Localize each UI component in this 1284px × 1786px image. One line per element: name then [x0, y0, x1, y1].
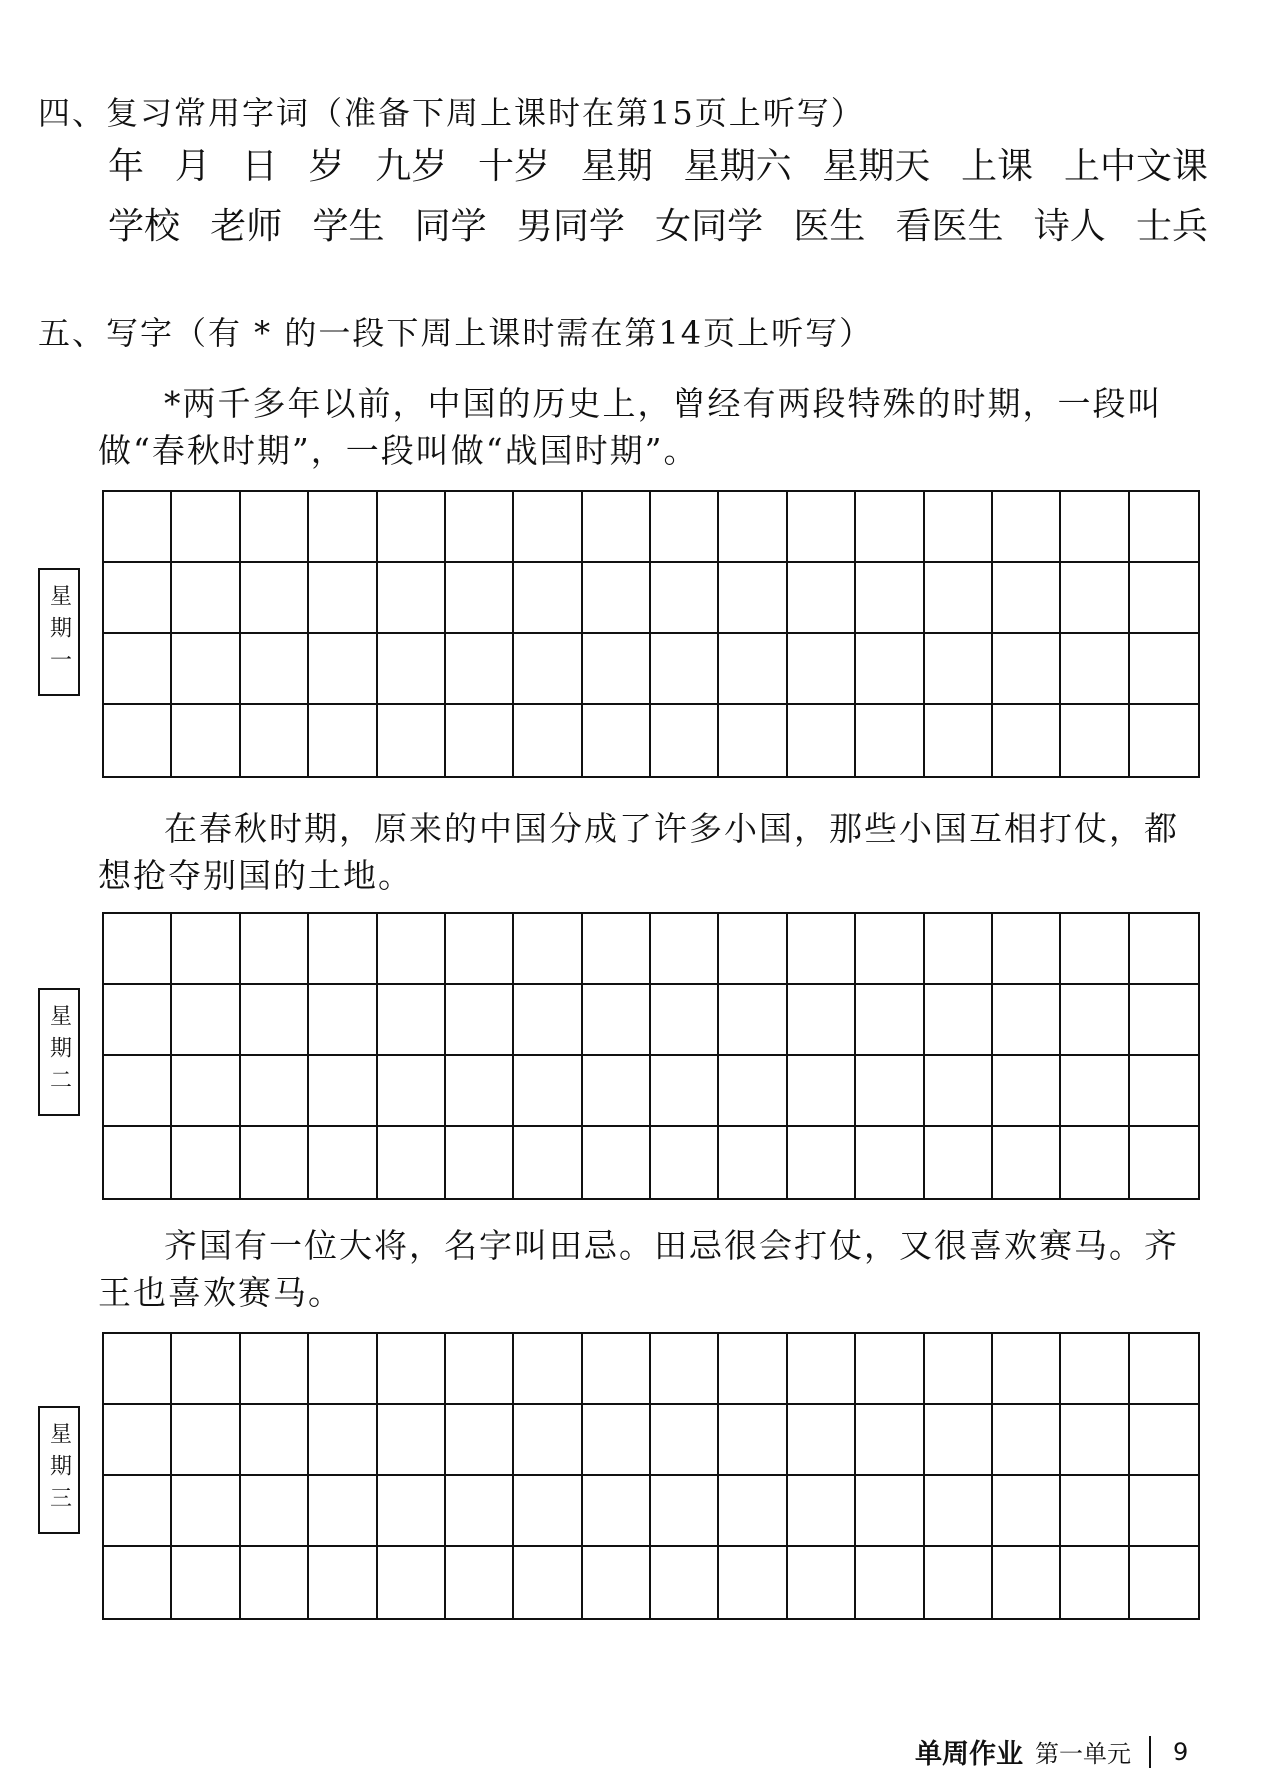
grid-cell[interactable] [241, 492, 309, 563]
grid-cell[interactable] [583, 1547, 651, 1618]
grid-cell[interactable] [309, 985, 377, 1056]
grid-cell[interactable] [651, 1127, 719, 1198]
grid-cell[interactable] [104, 1334, 172, 1405]
vocab-word: 老师 [210, 206, 283, 247]
grid-cell[interactable] [378, 705, 446, 776]
grid-cell[interactable] [378, 1476, 446, 1547]
grid-cell[interactable] [446, 634, 514, 705]
vocab-word: 岁 [308, 146, 345, 187]
grid-cell[interactable] [172, 1334, 240, 1405]
grid-cell[interactable] [856, 1476, 924, 1547]
grid-cell[interactable] [719, 492, 787, 563]
grid-cell[interactable] [583, 1334, 651, 1405]
grid-cell[interactable] [925, 563, 993, 634]
grid-cell[interactable] [583, 492, 651, 563]
grid-cell[interactable] [651, 1476, 719, 1547]
grid-cell[interactable] [514, 1334, 582, 1405]
grid-cell[interactable] [651, 985, 719, 1056]
grid-cell[interactable] [378, 1405, 446, 1476]
grid-cell[interactable] [856, 914, 924, 985]
grid-cell[interactable] [241, 634, 309, 705]
grid-cell[interactable] [514, 1476, 582, 1547]
grid-cell[interactable] [309, 1334, 377, 1405]
grid-cell[interactable] [719, 985, 787, 1056]
grid-cell[interactable] [104, 1476, 172, 1547]
vocab-word: 医生 [793, 206, 866, 247]
grid-cell[interactable] [925, 492, 993, 563]
grid-cell[interactable] [378, 1127, 446, 1198]
grid-cell[interactable] [719, 705, 787, 776]
vocab-word: 女同学 [655, 206, 764, 247]
grid-cell[interactable] [583, 563, 651, 634]
grid-cell[interactable] [993, 1127, 1061, 1198]
grid-cell[interactable] [172, 914, 240, 985]
vocab-word: 星期六 [683, 146, 792, 187]
grid-cell[interactable] [241, 1127, 309, 1198]
section4-heading: 四、复习常用字词（准备下周上课时在第15页上听写） [38, 94, 865, 132]
grid-cell[interactable] [241, 563, 309, 634]
grid-cell[interactable] [1061, 563, 1129, 634]
grid-cell[interactable] [241, 1405, 309, 1476]
grid-cell[interactable] [1061, 1405, 1129, 1476]
grid-cell[interactable] [993, 634, 1061, 705]
grid-cell[interactable] [925, 1127, 993, 1198]
grid-cell[interactable] [1061, 1334, 1129, 1405]
grid-cell[interactable] [1130, 634, 1198, 705]
grid-cell[interactable] [719, 1334, 787, 1405]
grid-cell[interactable] [1061, 1476, 1129, 1547]
vocab-word: 诗人 [1033, 206, 1106, 247]
section5-heading: 五、写字（有 * 的一段下周上课时需在第14页上听写） [38, 314, 874, 352]
grid-cell[interactable] [856, 492, 924, 563]
grid-cell[interactable] [309, 914, 377, 985]
grid-cell[interactable] [719, 1476, 787, 1547]
grid-cell[interactable] [446, 1547, 514, 1618]
grid-cell[interactable] [514, 492, 582, 563]
grid-cell[interactable] [719, 563, 787, 634]
vocab-word: 学校 [108, 206, 181, 247]
grid-cell[interactable] [1061, 914, 1129, 985]
grid-cell[interactable] [1061, 492, 1129, 563]
grid-cell[interactable] [1130, 914, 1198, 985]
grid-cell[interactable] [856, 1056, 924, 1127]
grid-cell[interactable] [1130, 563, 1198, 634]
grid-cell[interactable] [1130, 1334, 1198, 1405]
grid-cell[interactable] [378, 914, 446, 985]
grid-cell[interactable] [446, 563, 514, 634]
grid-cell[interactable] [309, 492, 377, 563]
grid-cell[interactable] [925, 634, 993, 705]
grid-cell[interactable] [241, 985, 309, 1056]
grid-cell[interactable] [309, 705, 377, 776]
vocab-word: 看医生 [895, 206, 1004, 247]
grid-cell[interactable] [241, 1056, 309, 1127]
grid-cell[interactable] [1061, 1056, 1129, 1127]
grid-cell[interactable] [514, 563, 582, 634]
grid-cell[interactable] [104, 634, 172, 705]
grid-cell[interactable] [1130, 1476, 1198, 1547]
vocab-word: 星期 [580, 146, 653, 187]
grid-cell[interactable] [651, 1056, 719, 1127]
grid-cell[interactable] [788, 1334, 856, 1405]
grid-cell[interactable] [378, 1056, 446, 1127]
grid-cell[interactable] [104, 705, 172, 776]
grid-cell[interactable] [993, 1547, 1061, 1618]
grid-cell[interactable] [583, 1056, 651, 1127]
vocab-word: 士兵 [1135, 206, 1208, 247]
footer-divider [1149, 1736, 1151, 1768]
grid-cell[interactable] [993, 1476, 1061, 1547]
grid-cell[interactable] [241, 705, 309, 776]
day-label-wednesday: 星期三 [38, 1406, 80, 1534]
grid-cell[interactable] [583, 1476, 651, 1547]
grid-cell[interactable] [172, 1476, 240, 1547]
grid-cell[interactable] [1130, 1127, 1198, 1198]
grid-cell[interactable] [172, 634, 240, 705]
grid-cell[interactable] [993, 705, 1061, 776]
grid-cell[interactable] [104, 563, 172, 634]
passage-2 [98, 805, 1213, 899]
grid-cell[interactable] [172, 1547, 240, 1618]
grid-cell[interactable] [788, 1056, 856, 1127]
grid-cell[interactable] [309, 1476, 377, 1547]
grid-cell[interactable] [651, 1547, 719, 1618]
grid-cell[interactable] [788, 634, 856, 705]
grid-cell[interactable] [719, 1127, 787, 1198]
grid-cell[interactable] [788, 492, 856, 563]
page-number: 9 [1173, 1737, 1189, 1766]
grid-cell[interactable] [104, 985, 172, 1056]
grid-cell[interactable] [719, 914, 787, 985]
grid-cell[interactable] [1130, 1405, 1198, 1476]
grid-cell[interactable] [1130, 1056, 1198, 1127]
grid-cell[interactable] [514, 985, 582, 1056]
grid-cell[interactable] [1130, 985, 1198, 1056]
grid-cell[interactable] [104, 492, 172, 563]
day-label-tuesday: 星期二 [38, 988, 80, 1116]
grid-cell[interactable] [651, 492, 719, 563]
grid-cell[interactable] [719, 1547, 787, 1618]
grid-cell[interactable] [856, 1127, 924, 1198]
grid-cell[interactable] [378, 563, 446, 634]
grid-cell[interactable] [583, 1405, 651, 1476]
grid-cell[interactable] [651, 563, 719, 634]
grid-cell[interactable] [788, 1476, 856, 1547]
grid-cell[interactable] [446, 985, 514, 1056]
grid-cell[interactable] [993, 492, 1061, 563]
grid-cell[interactable] [925, 705, 993, 776]
grid-cell[interactable] [309, 1405, 377, 1476]
grid-cell[interactable] [309, 1056, 377, 1127]
grid-cell[interactable] [583, 705, 651, 776]
book-title: 单周作业 [915, 1739, 1023, 1770]
grid-cell[interactable] [993, 914, 1061, 985]
grid-cell[interactable] [583, 914, 651, 985]
grid-cell[interactable] [993, 1056, 1061, 1127]
vocab-row-2 [108, 198, 1208, 249]
grid-cell[interactable] [1061, 1547, 1129, 1618]
grid-cell[interactable] [446, 1476, 514, 1547]
grid-cell[interactable] [925, 1056, 993, 1127]
vocab-word: 学生 [312, 206, 385, 247]
grid-cell[interactable] [719, 1056, 787, 1127]
grid-cell[interactable] [788, 705, 856, 776]
grid-cell[interactable] [241, 1476, 309, 1547]
grid-cell[interactable] [1130, 705, 1198, 776]
grid-cell[interactable] [172, 1127, 240, 1198]
grid-cell[interactable] [378, 634, 446, 705]
grid-cell[interactable] [241, 1334, 309, 1405]
grid-cell[interactable] [241, 1547, 309, 1618]
grid-cell[interactable] [446, 705, 514, 776]
grid-cell[interactable] [172, 985, 240, 1056]
grid-cell[interactable] [446, 1334, 514, 1405]
grid-cell[interactable] [514, 634, 582, 705]
grid-cell[interactable] [651, 914, 719, 985]
grid-cell[interactable] [1061, 705, 1129, 776]
grid-cell[interactable] [514, 705, 582, 776]
grid-cell[interactable] [241, 914, 309, 985]
grid-cell[interactable] [788, 985, 856, 1056]
grid-cell[interactable] [446, 1127, 514, 1198]
day-label-monday: 星期一 [38, 568, 80, 696]
passage-3 [98, 1222, 1213, 1316]
vocab-word: 同学 [414, 206, 487, 247]
grid-cell[interactable] [856, 1405, 924, 1476]
grid-cell[interactable] [104, 1127, 172, 1198]
vocab-word: 星期天 [822, 146, 931, 187]
grid-cell[interactable] [1061, 634, 1129, 705]
grid-cell[interactable] [514, 1547, 582, 1618]
grid-cell[interactable] [514, 1405, 582, 1476]
grid-cell[interactable] [856, 1547, 924, 1618]
grid-cell[interactable] [172, 1056, 240, 1127]
vocab-word: 九岁 [375, 146, 448, 187]
passage-text: 齐国有一位大将，名字叫田忌。田忌很会打仗，又很喜欢赛马。齐王也喜欢赛马。 [98, 1226, 1179, 1312]
grid-cell[interactable] [583, 985, 651, 1056]
grid-cell[interactable] [1130, 1547, 1198, 1618]
grid-cell[interactable] [856, 705, 924, 776]
grid-cell[interactable] [446, 492, 514, 563]
grid-cell[interactable] [378, 1547, 446, 1618]
grid-cell[interactable] [378, 1334, 446, 1405]
grid-cell[interactable] [446, 1056, 514, 1127]
grid-cell[interactable] [1130, 492, 1198, 563]
grid-cell[interactable] [925, 1334, 993, 1405]
grid-cell[interactable] [788, 563, 856, 634]
passage-1 [98, 380, 1213, 474]
passage-text: 在春秋时期，原来的中国分成了许多小国，那些小国互相打仗，都想抢夺别国的土地。 [98, 809, 1179, 895]
grid-cell[interactable] [309, 563, 377, 634]
writing-grid-3[interactable] [102, 1332, 1200, 1620]
vocab-word: 男同学 [516, 206, 625, 247]
grid-cell[interactable] [104, 1547, 172, 1618]
vocab-word: 月 [174, 146, 211, 187]
writing-grid-2[interactable] [102, 912, 1200, 1200]
grid-cell[interactable] [719, 1405, 787, 1476]
grid-cell[interactable] [446, 1405, 514, 1476]
vocab-word: 年 [108, 146, 145, 187]
grid-cell[interactable] [172, 492, 240, 563]
grid-cell[interactable] [925, 914, 993, 985]
grid-cell[interactable] [378, 985, 446, 1056]
vocab-word: 上课 [961, 146, 1034, 187]
grid-cell[interactable] [788, 1405, 856, 1476]
grid-cell[interactable] [104, 914, 172, 985]
grid-cell[interactable] [925, 985, 993, 1056]
grid-cell[interactable] [925, 1405, 993, 1476]
grid-cell[interactable] [172, 563, 240, 634]
grid-cell[interactable] [583, 1127, 651, 1198]
grid-cell[interactable] [993, 985, 1061, 1056]
grid-cell[interactable] [788, 914, 856, 985]
grid-cell[interactable] [993, 563, 1061, 634]
vocab-word: 上中文课 [1063, 146, 1208, 187]
grid-cell[interactable] [925, 1547, 993, 1618]
grid-cell[interactable] [172, 705, 240, 776]
grid-cell[interactable] [651, 1334, 719, 1405]
vocab-word: 日 [241, 146, 278, 187]
grid-cell[interactable] [446, 914, 514, 985]
grid-cell[interactable] [856, 563, 924, 634]
grid-cell[interactable] [788, 1127, 856, 1198]
grid-cell[interactable] [1061, 985, 1129, 1056]
grid-cell[interactable] [925, 1476, 993, 1547]
grid-cell[interactable] [651, 1405, 719, 1476]
grid-cell[interactable] [583, 634, 651, 705]
grid-cell[interactable] [651, 634, 719, 705]
grid-cell[interactable] [172, 1405, 240, 1476]
grid-cell[interactable] [514, 1127, 582, 1198]
grid-cell[interactable] [309, 1127, 377, 1198]
grid-cell[interactable] [993, 1334, 1061, 1405]
grid-cell[interactable] [651, 705, 719, 776]
grid-cell[interactable] [309, 1547, 377, 1618]
grid-cell[interactable] [104, 1056, 172, 1127]
grid-cell[interactable] [856, 634, 924, 705]
page-footer [915, 1732, 1188, 1771]
unit-label: 第一单元 [1035, 1740, 1131, 1768]
vocab-row-1 [108, 138, 1208, 189]
grid-cell[interactable] [1061, 1127, 1129, 1198]
grid-cell[interactable] [309, 634, 377, 705]
grid-cell[interactable] [856, 985, 924, 1056]
writing-grid-1[interactable] [102, 490, 1200, 778]
passage-text: *两千多年以前，中国的历史上，曾经有两段特殊的时期，一段叫做“春秋时期”，一段叫做“战国时期”。 [98, 384, 1163, 470]
grid-cell[interactable] [993, 1405, 1061, 1476]
grid-cell[interactable] [514, 1056, 582, 1127]
grid-cell[interactable] [104, 1405, 172, 1476]
grid-cell[interactable] [378, 492, 446, 563]
grid-cell[interactable] [856, 1334, 924, 1405]
grid-cell[interactable] [514, 914, 582, 985]
grid-cell[interactable] [719, 634, 787, 705]
grid-cell[interactable] [788, 1547, 856, 1618]
vocab-word: 十岁 [477, 146, 550, 187]
